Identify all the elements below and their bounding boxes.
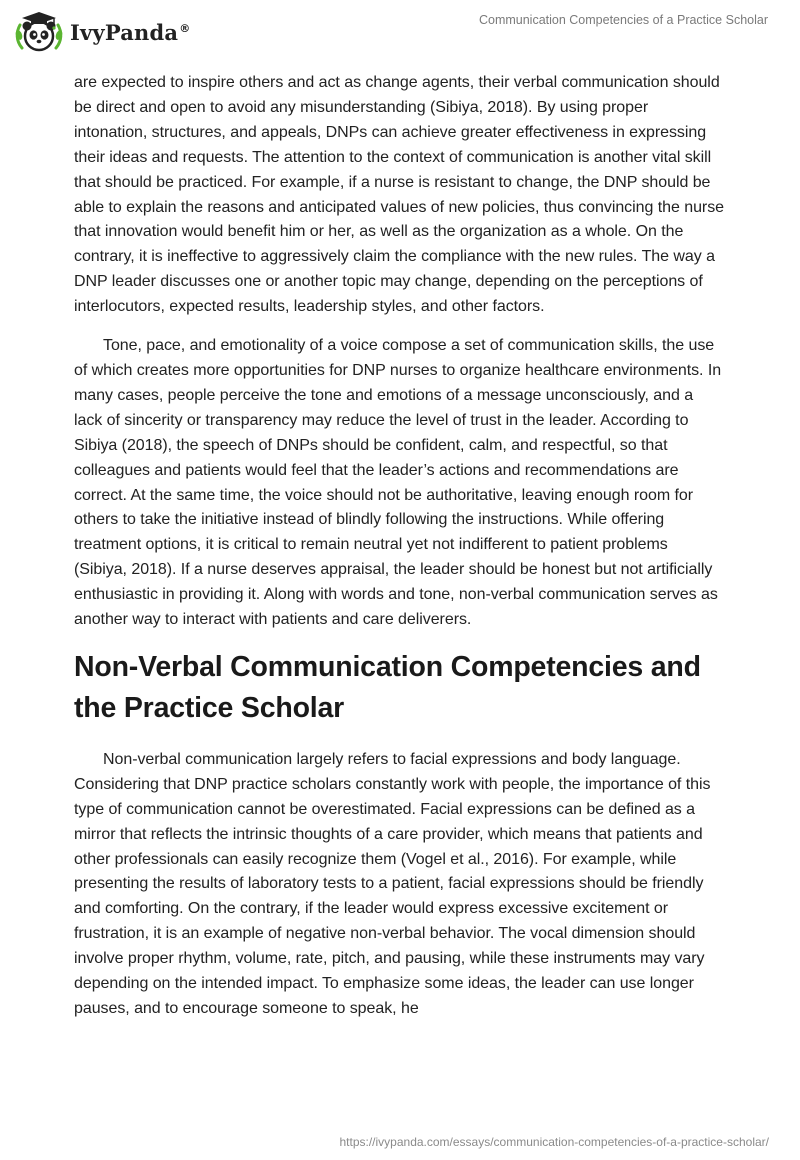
page-header [0,0,800,62]
paragraph-2: Tone, pace, and emotionality of a voice compose a set of communication skills, the use of which creates more opportunities for DNP nurses to organize healthcare environments. In many cases, people perceive the tone and emotions of a message unconsciously, and a lack of sincerity or transparency may reduce the level of trust in the leader. According to Sibiya (2018), the speech of DNPs should be confident, calm, and respectful, so that colleagues and patients would feel that the leader’s actions and recommendations are correct. At the same time, the voice should not be authoritative, leaving enough room for others to take the initiative instead of blindly following the instructions. While offering treatment options, it is critical to remain neutral yet not indifferent to patient problems (Sibiya, 2018). If a nurse deserves appraisal, the leader should be honest but not artificially enthusiastic in providing it. Along with words and tone, non-verbal communication serves as another way to interact with patients and care deliverers. [74,337,722,629]
ivypanda-logo[interactable] [14,8,190,56]
registered-mark: ® [179,21,191,35]
section-heading: Non-Verbal Communication Competencies and the Practice Scholar [74,650,701,724]
source-url[interactable]: https://ivypanda.com/essays/communication-competencies-of-a-practice-scholar/ [339,1135,769,1149]
brand-name-text: IvyPanda [70,19,179,45]
paragraph-3: Non-verbal communication largely refers to facial expressions and body language. Considering that DNP practice scholars constantly work with people, the importance of this type of communication cannot be overestimated. Facial expressions can be defined as a mirror that reflects the intrinsic thoughts of a care provider, which means that patients and other professionals can easily recognize them (Vogel et al., 2016). For example, while presenting the results of laboratory tests to a patient, facial expressions should be friendly and comforting. On the contrary, if the leader would express excessive excitement or frustration, it is an example of negative non-verbal behavior. The vocal dimension should involve proper rhythm, volume, rate, pitch, and pausing, while these instruments may vary depending on the intended impact. To emphasize some ideas, the leader can use longer pauses, and to encourage someone to speak, he [74,750,711,1017]
essay-content [74,71,724,1036]
panda-graduate-icon [14,8,64,56]
paragraph-1: are expected to inspire others and act as change agents, their verbal communication should be direct and open to avoid any misunderstanding (Sibiya, 2018). By using proper intonation, structures, and appeals, DNPs can achieve greater effectiveness in expressing their ideas and requests. The attention to the context of communication is another vital skill that should be practiced. For example, if a nurse is resistant to change, the DNP should be able to explain the reasons and anticipated values of new policies, thus convincing the nurse that innovation would benefit him or her, as well as the organization as a whole. On the contrary, it is ineffective to aggressively claim the compliance with the new rules. The way a DNP leader discusses one or another topic may change, depending on the perceptions of interlocutors, expected results, leadership styles, and other factors. [74,74,724,316]
brand-name [70,20,190,45]
document-title: Communication Competencies of a Practice Scholar [478,13,768,27]
